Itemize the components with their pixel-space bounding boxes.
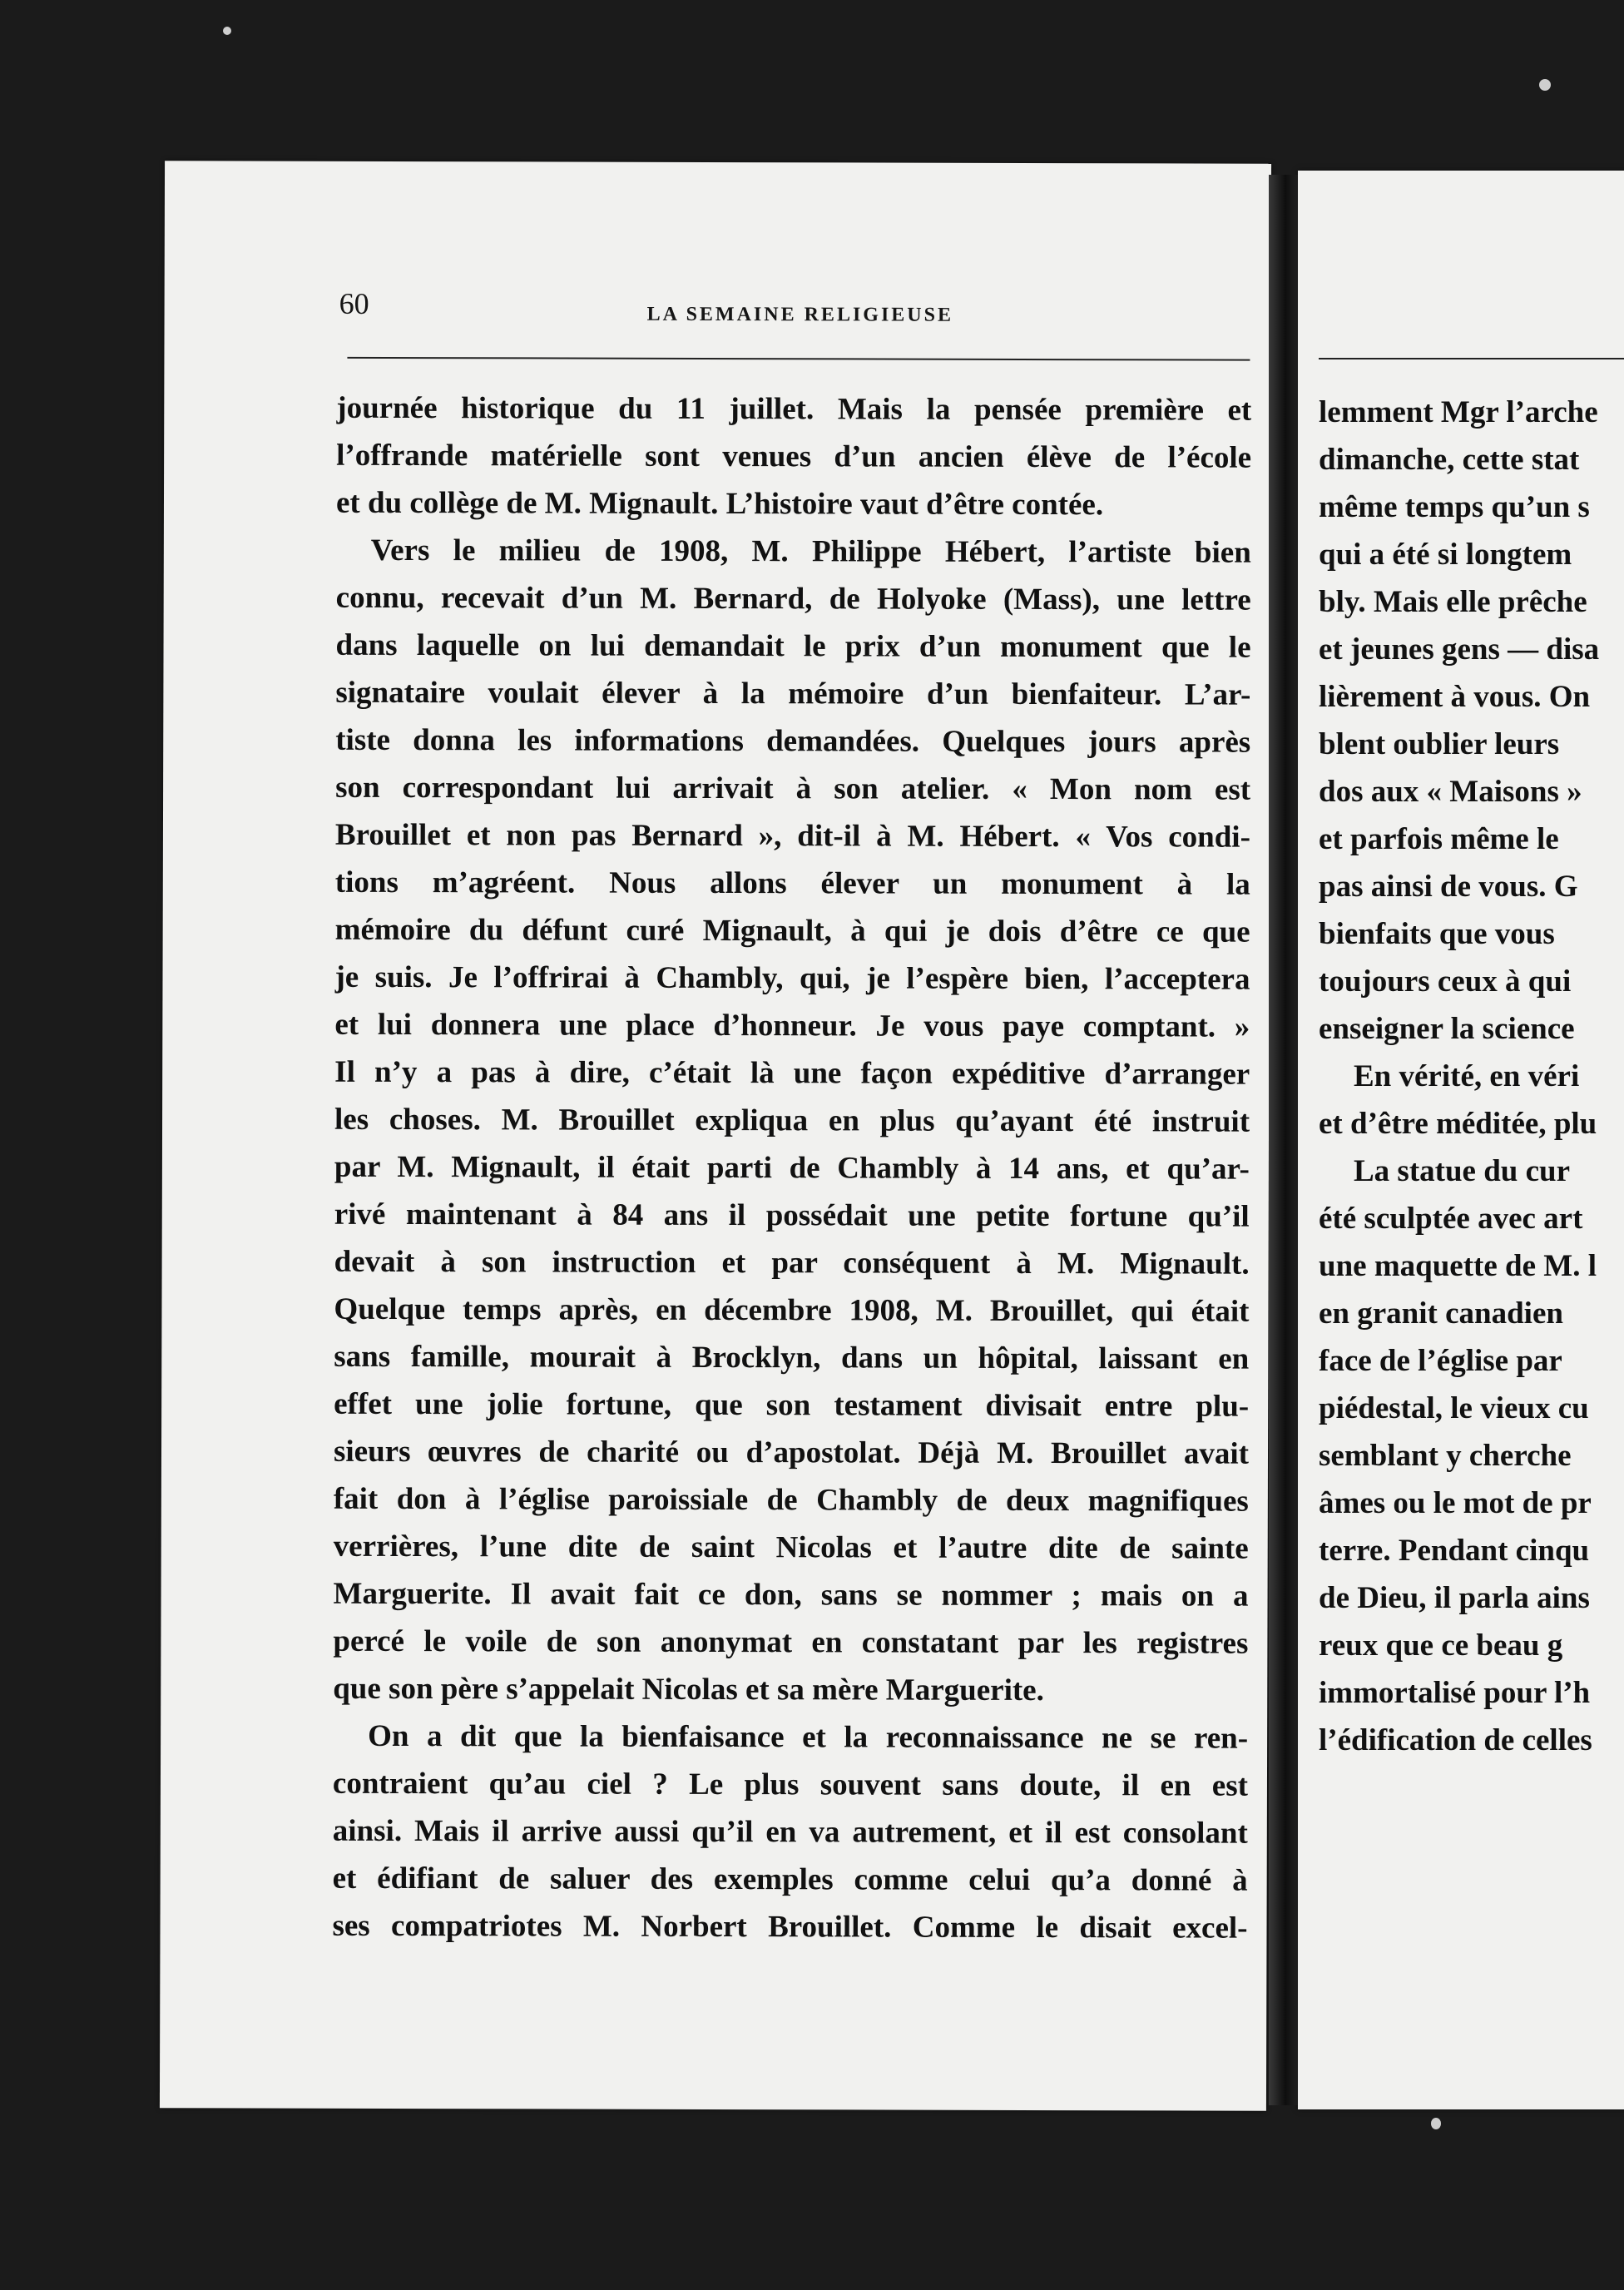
text-line: immortalisé pour l’h [1319, 1676, 1591, 1710]
text-line: lièrement à vous. On [1319, 680, 1591, 714]
text-line: reux que ce beau g [1319, 1628, 1563, 1663]
text-line: effet une jolie fortune, que son testament divisait entre plu- [334, 1386, 1250, 1424]
dust-speck [223, 27, 231, 35]
text-line: connu, recevait d’un M. Bernard, de Holyoke (Mass), une lettre [335, 580, 1251, 617]
header-rule [1319, 358, 1624, 359]
text-line: ainsi. Mais il arrive aussi qu’il en va autrement, et il est consolant [332, 1813, 1248, 1851]
text-line: La statue du cur [1354, 1154, 1571, 1188]
text-line: même temps qu’un s [1319, 490, 1590, 524]
text-line: âmes ou le mot de pr [1319, 1486, 1592, 1520]
left-page-text [332, 384, 1251, 1952]
text-line: l’édification de celles [1319, 1723, 1592, 1757]
right-page-text [1319, 389, 1624, 1764]
text-line: et d’être méditée, plu [1319, 1107, 1597, 1141]
dust-speck [1431, 2118, 1441, 2129]
text-line: verrières, l’une dite de saint Nicolas et l’autre dite de sainte [333, 1529, 1249, 1566]
text-line: rivé maintenant à 84 ans il possédait une petite fortune qu’il [334, 1197, 1250, 1234]
text-line: les choses. M. Brouillet expliqua en plus qu’ayant été instruit [334, 1102, 1250, 1139]
text-line: piédestal, le vieux cu [1319, 1391, 1589, 1425]
text-line: Brouillet et non pas Bernard », dit-il à M. Hébert. « Vos condi- [334, 817, 1250, 855]
text-line: dos aux « Maisons » [1319, 775, 1582, 809]
text-line: été sculptée avec art [1319, 1202, 1583, 1236]
book-gutter [1269, 175, 1302, 2105]
text-line: en granit canadien [1319, 1296, 1563, 1331]
text-line: et jeunes gens — disa [1319, 632, 1600, 667]
text-line: dimanche, cette stat [1319, 443, 1580, 477]
text-line: lemment Mgr l’arche [1319, 395, 1598, 429]
text-line: une maquette de M. l [1319, 1249, 1597, 1283]
text-line: je suis. Je l’offrirai à Chambly, qui, je l’espère bien, l’acceptera [334, 959, 1250, 997]
text-line: et du collège de M. Mignault. L’histoire vaut d’être contée. [335, 485, 1104, 523]
dust-speck [1539, 79, 1551, 91]
text-line: Quelque temps après, en décembre 1908, M. Brouillet, qui était [334, 1291, 1250, 1329]
text-line: que son père s’appelait Nicolas et sa mère Marguerite. [333, 1671, 1044, 1708]
text-line: qui a été si longtem [1319, 538, 1572, 572]
text-line: tions m’agréent. Nous allons élever un monument à la [334, 865, 1250, 902]
text-line: enseigner la science [1319, 1012, 1575, 1046]
text-line: On a dit que la bienfaisance et la reconnaissance ne se ren- [368, 1718, 1249, 1756]
text-line: sieurs œuvres de charité ou d’apostolat. Déjà M. Brouillet avait [333, 1434, 1250, 1471]
header-rule [347, 357, 1250, 361]
text-line: de Dieu, il parla ains [1319, 1581, 1590, 1615]
text-line: Vers le milieu de 1908, M. Philippe Hébert, l’artiste bien [370, 533, 1251, 570]
text-line: Marguerite. Il avait fait ce don, sans se nommer ; mais on a [333, 1576, 1249, 1613]
text-line: son correspondant lui arrivait à son atelier. « Mon nom est [335, 770, 1251, 807]
text-line: semblant y cherche [1319, 1439, 1572, 1473]
text-line: et lui donnera une place d’honneur. Je vous paye comptant. » [334, 1007, 1250, 1044]
text-line: et parfois même le [1319, 822, 1559, 856]
text-line: l’offrande matérielle sont venues d’un ancien élève de l’école [336, 438, 1252, 475]
text-line: par M. Mignault, il était parti de Chambly à 14 ans, et qu’ar- [334, 1149, 1250, 1187]
text-line: blent oublier leurs [1319, 727, 1560, 761]
text-line: pas ainsi de vous. G [1319, 870, 1578, 904]
text-line: bienfaits que vous [1319, 917, 1555, 951]
text-line: bly. Mais elle prêche [1319, 585, 1587, 619]
text-line: toujours ceux à qui [1319, 964, 1572, 999]
text-line: signataire voulait élever à la mémoire d’un bienfaiteur. L’ar- [335, 675, 1251, 712]
text-line: sans famille, mourait à Brocklyn, dans un hôpital, laissant en [334, 1339, 1250, 1376]
text-line: tiste donna les informations demandées. Quelques jours après [335, 722, 1251, 760]
text-line: ses compatriotes M. Norbert Brouillet. Comme le disait excel- [332, 1908, 1248, 1946]
right-page [1298, 171, 1624, 2109]
text-line: devait à son instruction et par conséquent à M. Mignault. [334, 1244, 1250, 1281]
text-line: terre. Pendant cinqu [1319, 1534, 1590, 1568]
text-line: face de l’église par [1319, 1344, 1562, 1378]
left-page [160, 161, 1271, 2110]
text-line: contraient qu’au ciel ? Le plus souvent sans doute, il en est [332, 1766, 1249, 1803]
text-line: dans laquelle on lui demandait le prix d’un monument que le [335, 627, 1251, 665]
text-line: percé le voile de son anonymat en constatant par les registres [333, 1623, 1249, 1661]
text-line: et édifiant de saluer des exemples comme celui qu’a donné à [332, 1861, 1248, 1898]
text-line: Il n’y a pas à dire, c’était là une façon expéditive d’arranger [334, 1054, 1250, 1092]
text-line: fait don à l’église paroissiale de Chambly de deux magnifiques [333, 1481, 1249, 1519]
page-number: 60 [339, 286, 369, 320]
text-line: journée historique du 11 juillet. Mais la pensée première et [336, 390, 1252, 428]
running-head: LA SEMAINE RELIGIEUSE [646, 303, 954, 326]
text-line: mémoire du défunt curé Mignault, à qui je dois d’être ce que [334, 912, 1250, 949]
text-line: En vérité, en véri [1354, 1059, 1580, 1093]
